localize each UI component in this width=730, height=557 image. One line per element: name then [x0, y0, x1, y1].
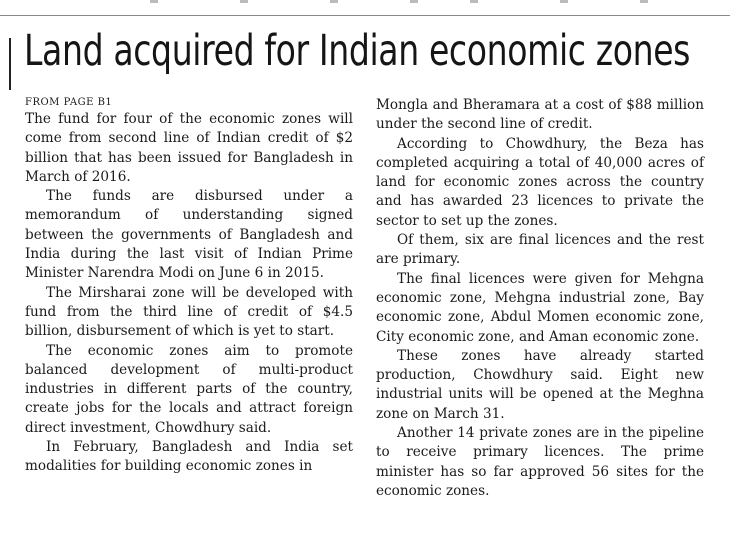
- paragraph: Another 14 private zones are in the pipeline to receive primary licences. The prime minister has so far approved 56 sites for the economic zones.: [376, 425, 704, 499]
- paragraph: Of them, six are final licences and the rest are primary.: [376, 232, 704, 268]
- headline-side-bar: [9, 38, 11, 90]
- article-column-right: [376, 96, 704, 501]
- article-column-left: [25, 96, 353, 477]
- paragraph: The fund for four of the economic zones will come from second line of Indian credit of $2 billion that has been issued for Bangladesh in March of 2016.: [25, 111, 353, 185]
- paragraph: According to Chowdhury, the Beza has completed acquiring a total of 40,000 acres of land for economic zones across the country and has awarded 23 licences to private the sector to set up the zones.: [376, 135, 704, 229]
- paragraph: The final licences were given for Mehgna economic zone, Mehgna industrial zone, Bay economic zone, Abdul Momen economic zone, City economic zone, and Aman economic zone.: [376, 270, 704, 345]
- kicker: FROM PAGE B1: [25, 97, 113, 108]
- headline: Land acquired for Indian economic zones: [24, 26, 691, 76]
- paragraph: The funds are disbursed under a memorandum of understanding signed between the governments of Bangladesh and India during the last visit of Indian Prime Minister Narendra Modi on June 6 in 2015.: [25, 188, 353, 282]
- paragraph: These zones have already started production, Chowdhury said. Eight new industrial units will be opened at the Meghna zone on March 31.: [376, 347, 704, 422]
- top-divider: [0, 15, 730, 16]
- paragraph: The economic zones aim to promote balanced development of multi-product industries in different parts of the country, create jobs for the locals and attract foreign direct investment, Chowdhury said.: [25, 342, 353, 436]
- paragraph: The Mirsharai zone will be developed with fund from the third line of credit of $4.5 billion, disbursement of which is yet to start.: [25, 284, 353, 340]
- paragraph: Mongla and Bheramara at a cost of $88 million under the second line of credit.: [376, 97, 704, 133]
- top-cropped-text-strip: [0, 0, 730, 8]
- paragraph: In February, Bangladesh and India set modalities for building economic zones in: [25, 439, 353, 475]
